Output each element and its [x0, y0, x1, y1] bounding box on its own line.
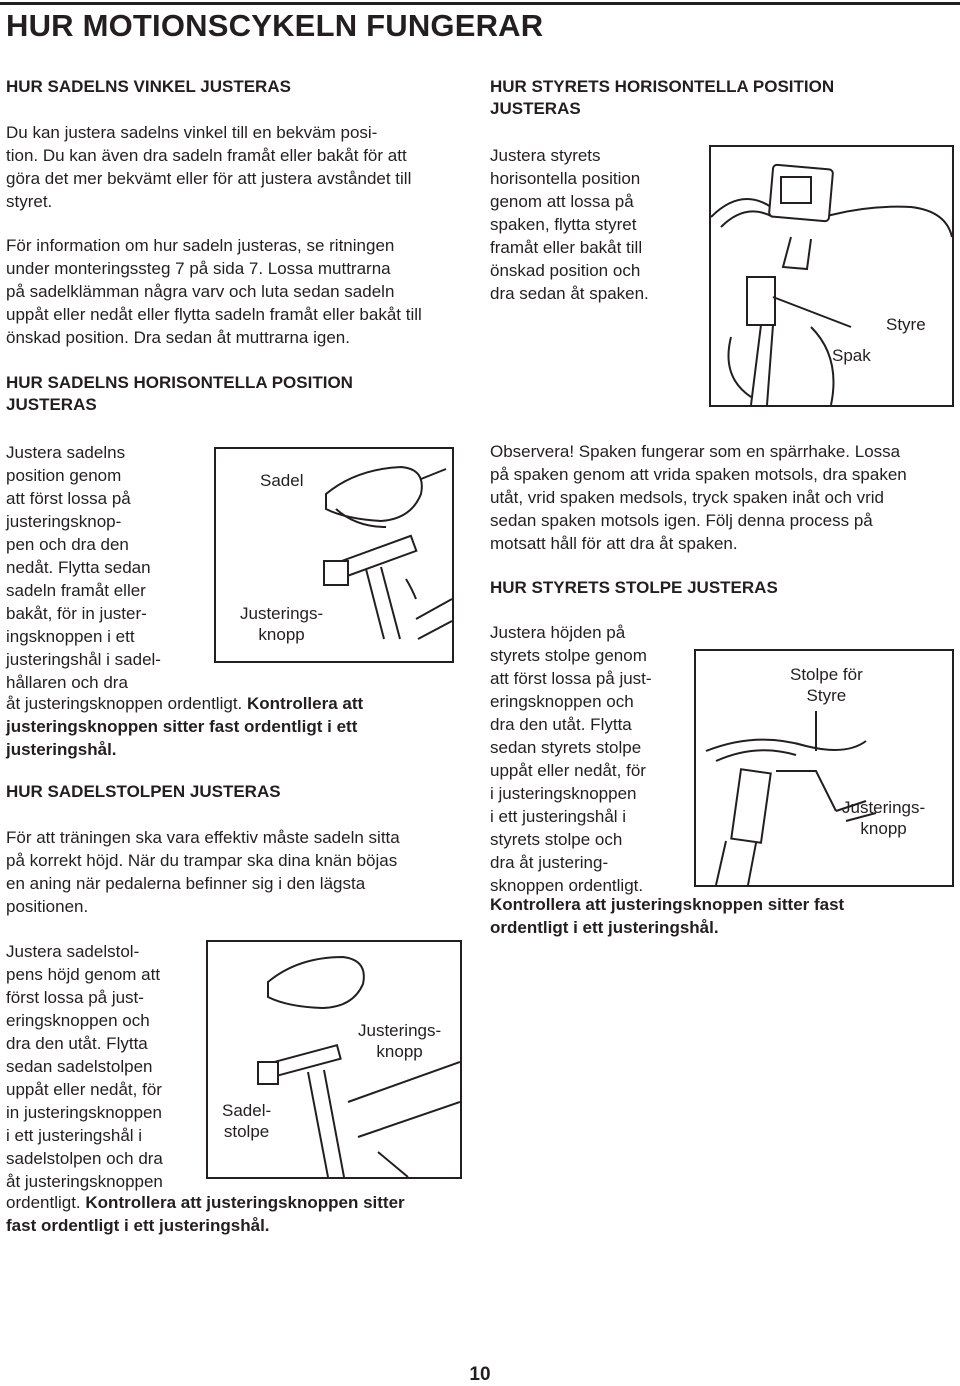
label-spak: Spak: [832, 346, 871, 365]
seat-post-side-text: Justera sadelstol- pens höjd genom att först lossa på just- eringsknoppen och dra den utåt. Flytta sedan sadelstolpen uppåt eller nedåt, för in justeringsknoppen i ett justeringshål i sadelstolpen och dra åt justeringsknoppen: [6, 942, 163, 1191]
saddle-horizontal-text-normal: åt justeringsknoppen ordentligt.: [6, 694, 243, 713]
seat-post-text: [6, 1191, 456, 1237]
handlebar-note: Observera! Spaken fungerar som en spärrhake. Lossa på spaken genom att vrida spaken motsols, dra spaken utåt, vrid spaken medsols, tryck spaken inåt och vrid sedan spaken motsols igen. Följ denna process på motsatt håll för att dra åt spaken.: [490, 442, 907, 553]
page-title: HUR MOTIONSCYKELN FUNGERAR: [6, 8, 544, 43]
saddle-horizontal-text: [6, 692, 451, 761]
label-sadel: Sadel: [260, 471, 304, 490]
label-saddle-knob: Justerings- knopp: [240, 604, 324, 644]
handlebar-figure: [709, 145, 954, 407]
heading-handlebar-post: HUR STYRETS STOLPE JUSTERAS: [490, 578, 778, 597]
saddle-horizontal-warning: Kontrollera att justeringsknoppen sitter fast ordentligt i ett justeringshål.: [6, 694, 364, 759]
handlebar-post-warning: Kontrollera att justeringsknoppen sitter fast ordentligt i ett justeringshål.: [490, 895, 845, 937]
seat-post-paragraph-1: För att träningen ska vara effektiv måste sadeln sitta på korrekt höjd. När du trampar ska dina knän böjas en aning när pedalerna befinner sig i den lägsta positionen.: [6, 828, 400, 916]
label-handlebar-post: Stolpe för Styre: [790, 665, 863, 705]
label-styre: Styre: [886, 315, 926, 334]
saddle-angle-paragraph-2: För information om hur sadeln justeras, se ritningen under monteringssteg 7 på sida 7. Lossa muttrarna på sadelklämman några varv och luta sedan sadeln uppåt eller nedåt eller flytta sadeln framåt eller bakåt till önskad position. Dra sedan åt muttrarna igen.: [6, 236, 422, 347]
label-seat-post-knob: Justerings- knopp: [358, 1021, 442, 1061]
seat-post-warning: Kontrollera att justeringsknoppen sitter fast ordentligt i ett justeringshål.: [6, 1193, 405, 1235]
handlebar-horizontal-side-text: Justera styrets horisontella position genom att lossa på spaken, flytta styret framåt eller bakåt till önskad position och dra sedan åt spaken.: [490, 146, 649, 303]
heading-seat-post: HUR SADELSTOLPEN JUSTERAS: [6, 782, 281, 801]
heading-handlebar-horizontal: HUR STYRETS HORISONTELLA POSITION JUSTERAS: [490, 77, 835, 118]
label-seat-post: Sadel- stolpe: [222, 1101, 272, 1141]
seat-post-text-normal: ordentligt.: [6, 1193, 81, 1212]
label-handlebar-knob: Justerings- knopp: [842, 798, 926, 838]
heading-saddle-horizontal: HUR SADELNS HORISONTELLA POSITION JUSTERAS: [6, 373, 353, 414]
top-rule: [0, 2, 960, 5]
handlebar-post-side-text: Justera höjden på styrets stolpe genom att först lossa på just- eringsknoppen och dra den utåt. Flytta sedan styrets stolpe uppåt eller nedåt, för i justeringsknoppen i ett justeringshål i styrets stolpe och dra åt justering- sknoppen ordentligt.: [490, 623, 652, 895]
page-number: 10: [469, 1364, 491, 1385]
heading-saddle-angle: HUR SADELNS VINKEL JUSTERAS: [6, 77, 291, 96]
handlebar-illustration: [711, 147, 952, 405]
saddle-horizontal-side-text: Justera sadelns position genom att först lossa på justeringsknop- pen och dra den nedåt. Flytta sedan sadeln framåt eller bakåt, för in juster- ingsknoppen i ett justeringshål i sadel- hållaren och dra: [6, 443, 161, 692]
saddle-angle-paragraph-1: Du kan justera sadelns vinkel till en bekväm posi- tion. Du kan även dra sadeln framåt eller bakåt för att göra det mer bekvämt eller för att justera avståndet till styret.: [6, 123, 412, 211]
